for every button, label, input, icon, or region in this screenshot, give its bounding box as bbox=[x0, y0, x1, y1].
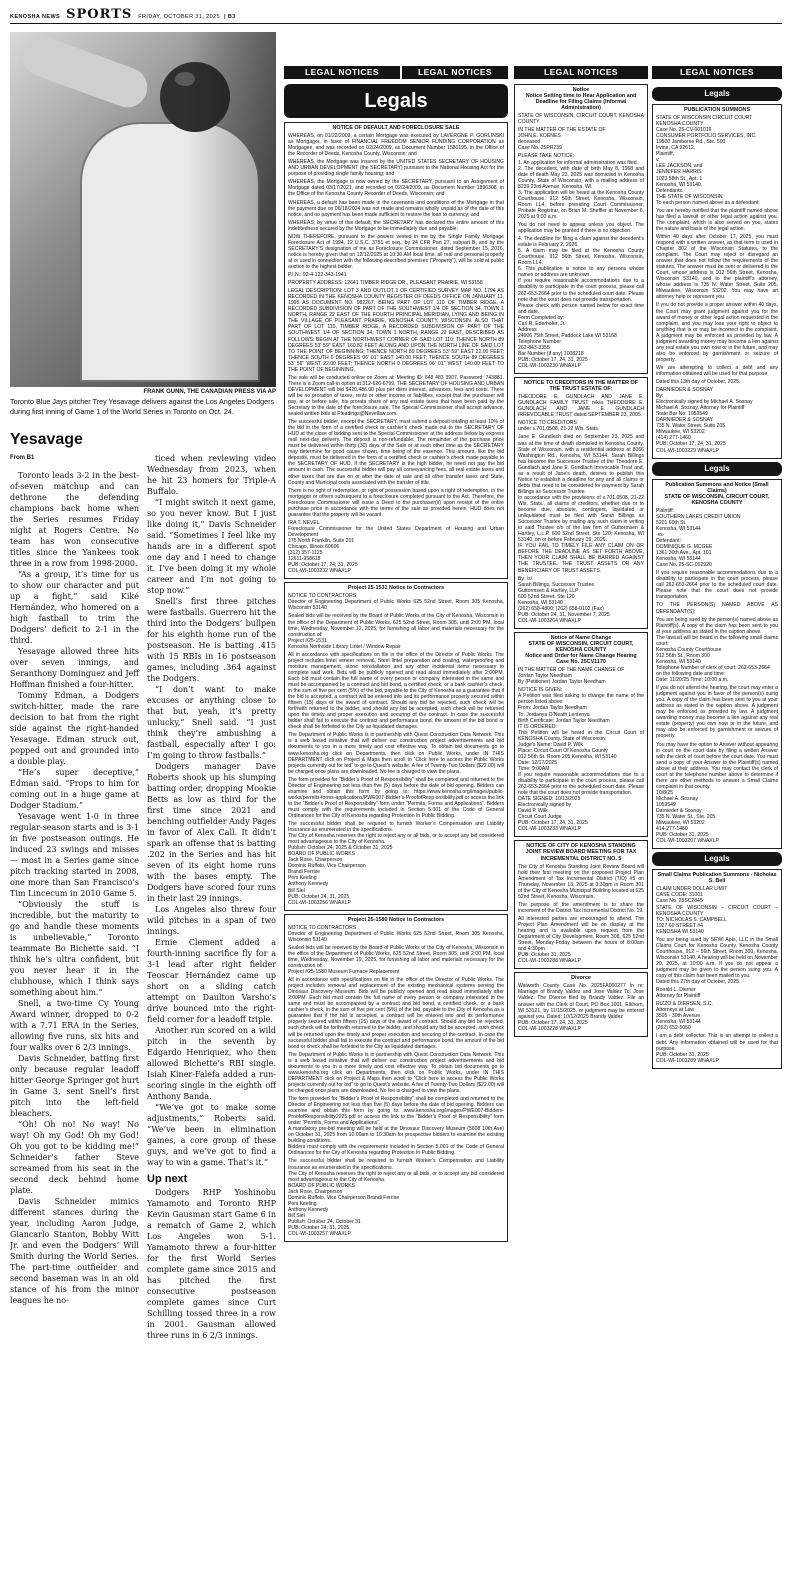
story-jump-line: From B1 bbox=[10, 455, 35, 461]
photo-credit: FRANK GUNN, THE CANADIAN PRESS VIA AP bbox=[143, 389, 276, 395]
photo-caption: Toronto Blue Jays pitcher Trey Yesavage delivers against the Los Angeles Dodgers during first inning of Game 1 of the World Series in Toronto on Oct. 24. bbox=[10, 397, 275, 416]
notice-paragraph: The form provided for “Bidder’s Proof of Responsibility” shall be completed and returned to the Director of Engineering not less than five (5) days before the date of bid opening. Bidders can examine and obtain this form by going to: www.kenosha.org/images/PWE007-Bidders-ProofofResponsibility2025.pdf or access the link to the “Bidder’s Proof of Responsibility” form under “Permits, Forms and Applications”. A mandatory pre-bid meeting will be held at the Dinosaur Discovery Museum (5608 10th Ave) on October 31, 2025 from 10:00am to 10:30am for prospective bidders to examine the existing building conditions. Bidders must comply with the requirements included in Section 5.001 of the Code of General Ordinances for the City of Kenosha regarding Protection In Public Bidding. bbox=[288, 1095, 504, 1157]
notice-paragraph: IN THE MATTER OF THE ESTATE OF JOHN E. KOENES deceased Case No. 25PR239 bbox=[518, 127, 606, 152]
notice-paragraph: Dated this 13th day of October, 2025. bbox=[656, 379, 741, 386]
section-title: SPORTS bbox=[66, 7, 133, 22]
legal-notice bbox=[284, 914, 508, 1242]
paper-name: KENOSHA NEWS bbox=[10, 14, 61, 20]
notice-paragraph: You do not need to appear unless you object. The application may be granted if there is no objection. bbox=[518, 221, 644, 235]
story-paragraph: Davis Schneider, batting first only because regular leadoff hitter George Springer got hurt in Game 3, sent Snell’s first pitch into the left-field bleachers. bbox=[10, 1054, 139, 1118]
legals-banner-main: Legals bbox=[284, 84, 508, 118]
notice-title: NOTICE TO CREDITORS IN THE MATTER OF THE TRUST ESTATE OF: bbox=[523, 380, 639, 393]
notice-paragraph: There is no right of redemption, or right of possession based upon a right of redemption, in the mortgagor or others subsequent to a foreclosure completed pursuant to the Act. Therefore, the Foreclosure Commissioner will issue a Deed to the purchaser(s) upon receipt of the entire purchase price in accordance with the terms of the sale as provided herein. HUD does not guarantee that the property will be vacant. bbox=[288, 487, 504, 518]
notice-paragraph: All interested parties are encouraged to attend. The Project Plan Amendment will be on display at the hearing and is available upon request from the Department of City Development, Room 308, 625 52nd Street, Monday-Friday between the hours of 8:00am and 4:30pm. PUB: October 31, 2025 COL-WI-1003288 WNAXLP bbox=[518, 915, 644, 965]
story-paragraph: ticed when reviewing video Wednesday from 2023, when he hit 23 homers for Triple-A Buffalo. bbox=[147, 454, 276, 496]
notice-paragraph: WHEREAS, on 01/22/2009, a certain Mortgage was executed by LAVERGNE P. GORLINSKI as Mortgagor, in favor of FINANCIAL FREEDOM SENIOR FUNDING CORPORATION as Mortgagee, and was recorded on 02/24/2009, as Document Number 1580195, in the Office of the Recorder of Deeds, Kenosha County, Wisconsin; and bbox=[288, 133, 504, 158]
story-col2-paragraphs bbox=[147, 453, 276, 1168]
notice-paragraph: If you do not provide a proper answer within 40 days, the Court may grant judgment against you for the award of money or other legal action requested in the complaint, and you may lose your right to object to anything that is or may be incorrect in the complaint. A judgment may be enforced as provided by law. A judgment awarding money may become a lien against any real estate you own now or in the future, and may also be enforced by garnishment or seizure of property. bbox=[656, 302, 778, 363]
notice-paragraph: If you require reasonable accommodations due to a disability to participate in the court process, please call 262-653-2664 prior to the scheduled court date. Please note that the court does not provide transportation. bbox=[656, 570, 778, 601]
notice-paragraph: All in accordance with specifications on file in the office of the Director of Public Works. The project includes removal and replacement of the existing mechanical systems serving the Dinosaur Discovery Museum. Bids will be publicly opened and read aloud immediately after 2:00PM. Each bid must contain the full name of every person or company interested in the same and must be accompanied by a contract and bid bond, a certified check, or a bank cashier’s check, in the sum of five per cent (5%) of the bid, payable to the City of Kenosha as a guarantee that if the bid is accepted, a contract will be entered into and its performance properly secured within fifteen (15) days of the award of contract. Should any bid be rejected, such check will be forthwith returned to the bidder, and should any bid be accepted, such check will be returned upon the timely and proper execution and securing of the contract. In case the successful bidder shall fail to execute the contract and performance bond, the amount of the bid bond or check shall be forfeited to the City as liquidated damages. bbox=[288, 977, 504, 1050]
notice-paragraph: Ronald L. Diemer Attorney for Plaintiff bbox=[656, 987, 701, 1000]
notice-paragraph: Walworth County Case No. 2025FA000277 In re: Marriage of Brandy Valdez and Jose Valdez To: Jose Valdez. The Divorce filed by Brandy Valdez. File an answer with the Clerk of Court, PO Box 1001, Elkhorn, WI 53121, by 11/15/2025, or judgment may be entered against you. Dated: 10/12/2025 Brandy Valdez PUB: October 17, 24, 31, 2025 COL-WI-1003228 WNAXLP bbox=[518, 983, 644, 1032]
story-column-2 bbox=[147, 453, 276, 1341]
notice-paragraph: I am a debt collector. This is an attempt to collect a debt. Any information obtained will be used for that purpose. PUB: October 31, 2025 COL-WI-1003289 WNAXLP bbox=[656, 1033, 778, 1064]
notice-title: Project 25-1531 Notice to Contractors bbox=[347, 585, 445, 592]
legal-notice bbox=[652, 104, 782, 459]
story-paragraph: “We’ve got to make some adjustments,” Roberts said. “We’ve been in elimination games, a core group of these guys, and we’ve got to find a way to win a game. That’s it.” bbox=[147, 1103, 276, 1167]
notice-paragraph: You are hereby notified that the plaintiff named above has filed a lawsuit or other legal action against you. The complaint, which is also served on you, states the nature and basis of the legal action. bbox=[656, 207, 778, 232]
notice-paragraph: Within 40 days after October 17, 2025, you must respond with a written answer, as that term is used in Chapter 802 of the Wisconsin Statutes, to the complaint. The Court may reject or disregard an answer that does not follow the requirements of the statutes. The answer must be sent or delivered to the Court, whose address is 912 56th Street, Kenosha, Wisconsin 53140, and to the plaintiff’s attorney, whose address is 735 N. Water Street, Suite 205, Milwaukee, Wisconsin 53202. You may have an attorney help or represent you. bbox=[656, 233, 778, 301]
story-headline: Yesavage bbox=[10, 431, 83, 448]
notice-paragraph: WHEREAS, the Mortgage was insured by the UNITED STATES SECRETARY OF HOUSING AND URBAN DEVELOPMENT (the SECRETARY) pursuant to the National Housing Act for the purpose of providing single family housing; and bbox=[288, 159, 504, 178]
notice-paragraph: NOW THEREFORE, pursuant to the powers vested in me by the Single Family Mortgage Foreclosure Act of 1994, 12 U.S.C. 3751 et seq., by 24 CFR Part 27, subpart B, and by the SECRETARY’S designation of me as Foreclosure Commissioner, dated September 15, 2016, notice is hereby given that on 12/12/2025 at 10:30 AM local time, all real and personal property at or used in connection with the following described premises (“Property”), will be sold at public auction to the highest bidder. bbox=[288, 233, 504, 270]
story-paragraph: “I might switch it next game, so you never know. But I just like doing it,” Davis Schneider said. “Sometimes I feel like my hands are in a different spot one day and I need to change it. I’ve been doing it my whole career and I’m not going to stop now.” bbox=[147, 498, 276, 595]
notice-paragraph: WHEREAS, the Mortgage is now owned by the SECRETARY, pursuant to an Assignment of Mortgage dated 03/17/2021, and recorded on 02/24/2009, as Document Number 1896308, in the Office of the Kenosha County Recorder of Deeds, Wisconsin; and bbox=[288, 179, 504, 198]
notice-paragraph: DARNIEDER & SOSNAY By: Electronically signed by Michael A. Sosnay Michael A. Sosnay, Attorney for Plaintiff State Bar No: 1059549 DARNIEDER & SOSNAY 735 N. Water Street, Suite 205 Milwaukee, WI 53202 (414) 277-1460 PUB: October 17, 24, 31, 2025 COL-WI-1003229 WNAXLP bbox=[656, 387, 753, 454]
notice-paragraph: STATE OF WISCONSIN, CIRCUIT COURT, KENOSHA COUNTY bbox=[518, 113, 644, 126]
notice-paragraph: You are being sued by SEWI Apts, LLC in the Small Claims Court for Kenosha County, Kenosha County Courthouse, 912 – 56th Street, Room 300, Kenosha, Wisconsin 53140. A hearing will be held on November 20, 2025, at 10:00 a.m. If you do not appear a judgment may be given to the person suing you. A copy of this claim has been mailed to you. Dated this 27th day of October, 2025. bbox=[656, 936, 778, 986]
notice-title: Notice of Name Change STATE OF WISCONSIN, CIRCUIT COURT, KENOSHA COUNTY Notice and Order for Name Change Hearing Case No. 25CV1170 bbox=[525, 634, 637, 666]
sports-story-area bbox=[10, 32, 276, 1582]
notice-paragraph: NOTICE TO CONTRACTORS Director of Engineering Department of Public Works 625 52nd Street, Room 305 Kenosha, Wisconsin 53140 bbox=[288, 593, 504, 612]
story-paragraph: Another run scored on a wild pitch in the seventh by Edgardo Henriquez, who then allowed Bichette’s RBI single. Isiah Kiner-Falefa added a run-scoring single in the eighth off Anthony Banda. bbox=[147, 1026, 276, 1101]
story-paragraph: Davis Schneider mimics different stances during the year, including Aaron Judge, Giancarlo Stanton, Bobby Witt Jr. and even the Dodgers’ Will Smith during the World Series. The part-time outfielder and second baseman was in an old stance of his from the minor leagues he no- bbox=[10, 1197, 139, 1305]
col-b-notices bbox=[514, 84, 648, 1037]
notice-paragraph: The Department of Public Works is in partnership with Quest Construction Data Network. This is a web based initiative that will deliver our construction project advertisements and bid documents to you in a more timely and cost effective way. To obtain bid documents go to www.kenosha.org click on Departments, then click on Public Works, under IN THIS DEPARTMENT click on Project & Maps then scroll to “Click here to access the Public Works projects currently out for bid” to go to Quest’s website. A fee of Twenty-Two Dollars ($22.00) will be charged once plans are downloaded. No fee is charged to view the plans. bbox=[288, 732, 504, 775]
notice-paragraph: TO THE PERSON(S) NAMED ABOVE AS DEFENDANT(S): bbox=[656, 602, 778, 615]
legal-notice bbox=[514, 84, 648, 374]
notice-paragraph: You are being sued by the person(s) named above as Plaintiff(s). A copy of the claim has been sent to you at your address as stated in the caption above. The lawsuit will be heard in the following small claims court: Kenosha County Courthouse 912 56th St., Room 300 Kenosha, WI 53140 Telephone Number of clerk of court: 262-653-2664 on the following date and time: Date: 11/20/25 Time: 10:00 a.m. bbox=[656, 616, 778, 684]
notice-title: NOTICE OF DEFAULT AND FORECLOSURE SALE bbox=[332, 125, 460, 131]
issue-date: FRIDAY, OCTOBER 31, 2025 bbox=[138, 14, 221, 20]
notice-paragraph: You may have the option to Answer without appearing in court on the court date by filing a written Answer with the clerk of court before the court date. You must send a copy of your Answer to the Plaintiff(s) named above at their address. You may contact the clerk of court at the telephone number above to determine if there are other methods to answer a Small Claims complaint in that county. 10/8/25 Michael A. Sosnay 1059549 Darnieder & Sosnay 735 N. Water St., Ste. 205 Milwaukee, WI 53202 414-277-1460 PUB: October 31, 2025 COL-WI-1003207 WNAXLP bbox=[656, 741, 778, 845]
notice-paragraph: P.I.N.: 92-4-122-343-1941 bbox=[288, 272, 347, 279]
notice-paragraph: 4. The deadline for filing a claim against the decedent’s estate is February 2, 2026. 5. A claim may be filed at the Kenosha County Courthouse, 912 56th Street, Kenosha, Wisconsin, Room LL4. 6. This publication is notice to any persons whose names or address are unknown. If you require reasonable accommodations due to a disability to participate in the court process, please call 262-653-2664 prior to the scheduled court date. Please note that the court does not provide transportation. Please check with person named below for exact time and date. Form Completed by: Carl R. Ederhofer, Jr. Address 24906 75th Street, Paddock Lake WI 53168 Telephone Number 262-843-3355 Bar Number (if any) 1008218 PUB: October 17, 24, 31, 2025 COL-WI-1003230 WNAXLP bbox=[518, 236, 644, 370]
notice-paragraph: THEODORE E. GUNDLACH AND JANE E. GUNDLACH FAMILY TRUST n/k/a THEODORE E. GUNDLACH AND JANE E. GUNDLACH IRREVOCABLE TRUST dated SEPTEMBER 23, 2005. bbox=[518, 394, 644, 419]
story-paragraph: Dodgers manager Dave Roberts shook up his slumping batting order, dropping Mookie Betts as low as third for the first time since 2021 and benching outfielder Andy Pages in favor of Alex Call. It didn’t spark an offense that is batting .202 in the Series and has hit seven of its eight home runs with the bases empty. The Dodgers have scored four runs in their last 29 innings. bbox=[147, 762, 276, 903]
legal-notice bbox=[514, 972, 648, 1036]
notice-paragraph: The form provided for “Bidder’s Proof of Responsibility” shall be completed and returned to the Director of Engineering not less than five (5) days before the date of bid opening. Bidders can examine and obtain this form by going to: https://www.kenosha.org/images/public-works/permits-forms-applications/PWE007-Bidder’s-ProofofResp onsibility.pdf or access the link to the “Bidder’s Proof of Responsibility” form under “Permits, Forms and Applications”. Bidders must comply with the requirements included in Section 5.001 of the Code of General Ordinances for the City of Kenosha regarding Protection In Public Bidding. bbox=[288, 776, 505, 819]
notice-title: Notice Notice Setting time to Hear Application and Deadline for Filing Claims (Informal Administration) bbox=[525, 87, 637, 112]
notice-paragraph: The Department of Public Works is in partnership with Quest Construction Data Network. This is a web based initiative that will deliver our construction project advertisements and bid documents to you in a more timely and cost effective way. To obtain bid documents go to www.kenosha.org click on Departments, then click on Public Works, under IN THIS DEPARTMENT click on Project & Maps then scroll to “Click here to access the Public Works projects currently out for bid” to go to Quest’s website. A fee of Twenty-Two Dollars ($22.00) will be charged once plans are downloaded. No fee is charged to view the plans. bbox=[288, 1051, 504, 1094]
story-paragraph: Yesavage allowed three hits over seven innings, and Seranthony Dominguez and Jeff Hoffman finished a four-hitter. bbox=[10, 647, 139, 689]
page-number: | B3 bbox=[224, 14, 236, 20]
notice-paragraph: NOTICE TO CONTRACTORS Director of Engineering Department of Public Works 625 52nd Street, Room 305 Kenosha, Wisconsin 53140 bbox=[288, 924, 504, 943]
pitcher-photo bbox=[10, 32, 276, 387]
story-col1-paragraphs bbox=[10, 470, 139, 1306]
notice-paragraph: NOTICE IS GIVEN: A Petition was filed asking to change the name of the person listed above: From: Jordan Taylor Needham To: Jordanya O’Neath Lentenya Birth Certificate: Jordan Taylor Needham IT IS ORDERED: This Petition will be heard in the Circuit Court of KENOSHA County, State of Wisconsin: Judge’s Name: David P. Wilk Place: Circuit Court Of Kenosha County 912 56th St. Room 205 Kenosha, WI 53140 Date: 12/17/2025 Time: 9:00AM If you require reasonable accommodations due to a disability to participate in the court process, please call 262-653-2664 prior to the scheduled court date. Please note that the court does not provide transportation. DATE SIGNED: 10/13/2025 Electronically signed by David P. Wilk Circuit Court Judge PUB: October 17, 24, 31, 2025 COL-WI-1003233 WNAXLP bbox=[518, 687, 644, 833]
story-paragraph: Yesavage went 1-0 in three regular-season starts and is 3-1 in five postseason outings. He induced 23 swings and misses — most in a Series game since pitch tracking started in 2008, one more than San Francisco’s Tim Lincecum in 2010 Game 5. bbox=[10, 812, 139, 898]
story-column-1 bbox=[10, 453, 139, 1341]
masthead bbox=[10, 8, 782, 24]
legals-banner-c1: Legals bbox=[652, 87, 782, 101]
notice-paragraph: All in accordance with specifications on file in the office of the Director of Public Works. The project includes lintel veneer removal, Steel lintel preparation and coating, waterproofing and moisture management, stone reinstallation and any other incidental items necessary to complete said work. Bids will be publicly opened and read aloud immediately after 2:00PM. Each bid must contain the full name of every person or company interested in the same and must be accompanied by a contract and bid bond, a certified check, or a bank cashier’s check, in the sum of five per cent (5%) of the bid, payable to the City of Kenosha as a guarantee that if the bid is accepted, a contract will be entered into and its performance properly secured within fifteen (15) days of the award of contract. Should any bid be rejected, such check will be forthwith returned to the bidder, and should any bid be accepted, such check will be returned upon the timely and proper execution and securing of the contract. In case the successful bidder shall fail to execute the contract and performance bond, the amount of the bid bond or check shall be forfeited to the City as liquidated damages. bbox=[288, 651, 504, 731]
notice-title: Project 25-1580 Notice to Contractors bbox=[347, 916, 445, 923]
story-col2b-paragraphs bbox=[147, 1187, 276, 1341]
legal-notices-header-3: LEGAL NOTICES bbox=[514, 66, 648, 79]
legal-column-c bbox=[652, 84, 782, 1582]
legal-notice bbox=[284, 122, 508, 579]
notice-paragraph: PROPERTY ADDRESS: 12641 TIMBER RIDGE DR., PLEASANT PRAIRIE, WI 53158 bbox=[288, 280, 483, 287]
story-paragraph: Ernie Clement added a fourth-inning sacrifice fly for a 3-1 lead after right fielder Teoscar Hernández came up short on a sliding catch attempt on Daulton Varsho’s drive bounced into the right-field corner for a leadoff triple. bbox=[147, 938, 276, 1024]
legal-notice bbox=[514, 632, 648, 838]
notice-paragraph: Sealed bids will be received by the Board of Public Works of the City of Kenosha, Wisconsin in the office of the Department of Public Works, 625 52nd Street, Room 305, until 2:00 PM, local time, Wednesday, November 19, 2025, for furnishing all labor and materials necessary for the construction of: Project #25-1580 Museum Furnace Replacement bbox=[288, 944, 504, 976]
legal-notice bbox=[284, 582, 508, 910]
notice-title: PUBLICATION SUMMONS bbox=[683, 107, 751, 113]
notice-paragraph: PLEASE TAKE NOTICE: 1. An application for informal administration was filed. 2. The decedent, with date of birth May 8, 1968 and date of death May 23, 2025 was domiciled in Kenosha County, State of Wisconsin, with a mailing address of 8239 23rd Avenue, Kenosha, WI. 3. The application will be heard at the Kenosha County Courthouse, 912 56th Street, Kenosha, Wisconsin, Room LL4, before presiding Court Commissioner, Probate Registrar, on Brian M. Sheffler at November 6, 2025 at 9:00 a.m. bbox=[518, 153, 644, 220]
notice-paragraph: The sale will be conducted online on Zoom at: Meeting ID: 648 483 3907, Password: 743881. There is a Zoom call-in option at 312-626-6799. THE SECRETARY OF HOUSING AND URBAN DEVELOPMENT will bid $420,486.00 plus per diem interest, advances, fees and costs. There will be no proration of taxes, rents or other income or liabilities, except that the purchaser will pay, at or before sale, his prorata share of any real estate taxes that have been paid by the Secretary to the date of the foreclosure sale. The Special Commissioner shall accept advance, sealed written bids at Pleadings@Nevellaw.com. bbox=[288, 374, 504, 418]
story-paragraph: Snell, a two-time Cy Young Award winner, dropped to 0-2 with a 7.71 ERA in the Series, allowing five runs, six hits and four walks over 6 2/3 innings. bbox=[10, 999, 139, 1052]
photo-arm-shape bbox=[17, 32, 153, 113]
legal-notice bbox=[514, 840, 648, 969]
legal-notice bbox=[652, 479, 782, 850]
notice-title: Divorce bbox=[571, 975, 591, 982]
notice-paragraph: The purpose of the amendment is to share the increment of the District Tax Incremental District No. 19. bbox=[518, 901, 644, 914]
legal-notices-header-4: LEGAL NOTICES bbox=[652, 66, 782, 79]
story-paragraph: Dodgers RHP Yoshinobu Yamamoto and Toronto RHP Kevin Gausman start Game 6 in a rematch of Game 2, which Los Angeles won 5-1. Yamamoto threw a four-hitter for the first World Series complete game since 2015 and has pitched the first consecutive postseason complete games since Curt Schilling tossed three in a row in 2001. Gausman allowed three runs in 6 2/3 innings. bbox=[147, 1188, 276, 1340]
story-paragraph: “Obviously the stuff is incredible, but the maturity to go and handle these moments is unbelievable,” Toronto teammate Bo Bichette said. “I think he’s ultra confident, but you never hear it in the clubhouse, which I think says something about him.” bbox=[10, 900, 139, 997]
col-c-notice-2 bbox=[652, 869, 782, 1068]
legal-column-b bbox=[514, 84, 648, 1582]
notice-paragraph: Jane E. Gundlach died on September 23, 2025 and was at the time of death domiciled in Kenosha County, State of Wisconsin, with a residential address at 8066 Washington Rd., Kenosha, WI 53144. Sarah Billings has become the Successor Trustee of the Theodore E. Gundlach and Jane E. Gundlach Irrevocable Trust and, as a result of Jane’s death, desires to publish this Notice to establish a deadline for any and all claims or debts that need to be considered for payment by Sarah Billings as Successor Trustee. In accordance with the provisions of s.701.0508, 21-22 Wis. Stats., all claims of creditors, whether due or to become due, absolute, contingent, liquidated or unliquidated must be filed with Sarah Billings as Successor Trustee by mailing any such claim in writing to said Trustee c/o of the law firm of Guttormsen & Hartley, L.L.P. 600 52nd Street, Ste 120; Kenosha, WI 53140, on or before February 19, 2026. IF YOU FAIL TO TIMELY FILE ANY CLAIM ON OR BEFORE THE DEADLINE AS SET FORTH ABOVE, THEN YOUR CLAIM SHALL BE BARRED AGAINST THE TRUSTEE, THE TRUST ASSETS OR ANY BENEFICIARY OF TRUST ASSETS. bbox=[518, 434, 644, 574]
notice-paragraph: IN THE MATTER OF THE NAME CHANGE OF Jordan Taylor Needham By (Petitioner) Jordan Taylor Needham bbox=[518, 667, 625, 686]
legal-notices-header-2: LEGAL NOTICES bbox=[402, 66, 508, 79]
notice-title: Publication Summons and Notice (Small Claims) STATE OF WISCONSIN, CIRCUIT COURT, KENOSHA COUNTY bbox=[664, 481, 770, 506]
legal-column-a bbox=[284, 84, 508, 1582]
notice-paragraph: WHEREAS, by virtue of this default, the SECRETARY has declared the entire amount of this indebtedness secured by the Mortgage to be immediately due and payable; bbox=[288, 219, 504, 232]
col-c-notice-0 bbox=[652, 104, 782, 459]
notice-paragraph: Sealed bids will be received by the Board of Public Works of the City of Kenosha, Wisconsin in the office of the Department of Public Works, 625 52nd Street, Room 305, until 2:00 PM, local time, Wednesday, November 12, 2025, for furnishing all labor and materials necessary for the construction of: Project #25-1531 Kenosha Northside Library Lintel / Window Repair bbox=[288, 613, 504, 650]
photo-shade bbox=[186, 32, 276, 387]
legal-notices-header-1: LEGAL NOTICES bbox=[284, 66, 400, 79]
legal-notice bbox=[652, 869, 782, 1068]
notice-paragraph: CLAIM UNDER DOLLAR LIMIT CASE CODE: 31001 Case No. 25SC2845 STATE OF WISCONSIN – CIRCUIT COURT – KENOSHA COUNTY TO: NICHOLAS S. CAMPBELL 1927 60 STREET #4 KENOSHA WI 53140 bbox=[656, 886, 778, 935]
story-subhead: Up next bbox=[147, 1173, 188, 1185]
story-paragraph: Toronto leads 3-2 in the best-of-seven matchup and can dethrone the defending champions back home when the Series resumes Friday night at Rogers Centre. No team has won consecutive titles since the Yankees took three in a row from 1998-2000. bbox=[10, 471, 139, 568]
notice-paragraph: By: /s/ Sarah Billings, Successor Trustee Guttormsen & Hartley, LLP 600 52nd Street, Ste 120 Kenosha, WI 53140 (262) 658-4800; (262) 658-0102 (Fax) PUB: October 24, 31, November 7, 2025 COL-WI-1003264 WNAXLP bbox=[518, 575, 610, 624]
story-paragraph: Snell’s first three pitches were fastballs. Guerrero hit the third into the Dodgers’ bullpen for his eighth home run of the postseason. He is batting .415 with 15 RBIs in 16 postseason games, including .364 against the Dodgers. bbox=[147, 597, 276, 683]
col-c-notice-1 bbox=[652, 479, 782, 850]
notice-paragraph: IRA T. NEVEL Foreclosure Commissioner for the United States Department of Housing and Urban Development 175 North Franklin, Suite 201 Chicago, Illinois 60606 (312) 357-1125 12611-958618 PUB: October 17, 24, 31, 2025 COL-WI-1003232 WNAXLP bbox=[288, 519, 504, 575]
story-paragraph: Tommy Edman, a Dodgers switch-hitter, made the rare decision to bat from the right side against the right-handed Yesavage. Edman struck out, popped out and grounded into a double play. bbox=[10, 691, 139, 766]
col-a-notices bbox=[284, 122, 508, 1242]
legals-banner-c3: Legals bbox=[652, 852, 782, 866]
story-paragraph: Los Angeles also threw four wild pitches in a span of two innings. bbox=[147, 905, 276, 936]
notice-title: Small Claims Publication Summons - Nicholas S. Bell bbox=[657, 872, 777, 885]
notice-paragraph: The successful bidder, except the SECRETARY, must submit a deposit totaling at least 10% of the bid in the form of a certified check or cashier’s check made out to the SECRETARY OF HUD at the close of bidding sent to the Special Commissioner at the address below by express mail next-day delivery. The deposit is non-refundable. The remainder of the purchase price must be delivered within thirty (30) days of the Sale or at such other time as the SECRETARY may determine for good cause shown, time being of the essence. This amount, like the bid deposits, must be delivered in the form of a certified check or cashier’s check made payable to the SECRETARY OF HUD. If the SECRETARY is the high bidder, he need not pay the bid amount in cash. The successful bidder will pay all conveyancing fees, all real estate taxes and other taxes that are due on or after the date of sale and all other transfer taxes and State, County and Municipal costs associated with the transfer of title. bbox=[288, 419, 504, 486]
notice-paragraph: The successful bidder shall be required to furnish Worker’s Compensation and Liability Insurance as enumerated in the specifications. The City of Kenosha reserves the right to reject any or all bids, or to accept any bid considered most advantageous to the City of Kenosha. BOARD OF PUBLIC WORKS Jack Rose, Chairperson Dominic Ruffolo, Vice Chairperson Brandi Ferrise Peni Keeling Anthony Kennedy Bill Siel Publish: October 24, October 31 PUB: October 24, 31, 2025 COL-WI-1003257 WNAXLP bbox=[288, 1158, 504, 1238]
story-paragraph: “As a group, it’s time for us to show our character and put up a fight,” said Kiké Hernández, who homered on a high fastball to trim the Dodgers’ deficit to 2-1 in the third. bbox=[10, 570, 139, 645]
notice-paragraph: The City of Kenosha Standing Joint Review Board will hold their first meeting on the proposed Project Plan Amendment of Tax Incremental District (TID) #5 on Thursday, November 13, 2025 at 3:30pm in Room 301 of the City of Kenosha Municipal Building located at 625 52nd Street, Kenosha, Wisconsin. bbox=[518, 863, 645, 900]
story-paragraph: “He’s super deceptive,” Edman said. “Props to him for coming out in a huge game at Dodger Stadium.” bbox=[10, 768, 139, 810]
notice-paragraph: STATE OF WISCONSIN CIRCUIT COURT KENOSHA COUNTY Case No. 25-CV-001016 CONSUMER PORTFOLIO SERVICES, INC. 19500 Jamboree Rd., Ste. 500 Irvine, CA 92612, Plaintiff, v. LEE JACKSON, and JENNIFER HARRIS 1023 58th St., Apt. 1 Kenosha, WI 53140, Defendants. THE STATE OF WISCONSIN To each person named above as a defendant: bbox=[656, 115, 760, 206]
notice-paragraph: RIZZO & DIERSEN, S.C. Attorneys at Law 3505 - 30th Avenue Kenosha, WI 53144 (262) 652-5050 bbox=[656, 1001, 713, 1032]
notice-paragraph: We are attempting to collect a debt and any information obtained will be used for that purpose. bbox=[656, 364, 778, 377]
notice-paragraph: Plaintiff: SOUTHERN LAKES CREDIT UNION 5201 60th St. Kenosha, WI 53144 -vs- Defendant: DOMINIQUE G. MCGEE 1361 30th Ave., Apt. 101 Kenosha, WI 53144 Case No. 25-SC-002920 bbox=[656, 507, 741, 569]
notice-paragraph: LEGAL DESCRIPTION: LOT 3 AND OUTLOT 1 OF CERTIFIED SURVEY MAP NO. 1794 AS RECORDED IN THE KENOSHA COUNTY REGISTER OF DEEDS OFFICE ON JANUARY 11, 1995 AS DOCUMENT NO. 982267, BEING PART OF LOT 110 OF TIMBER RIDGE, A RECORDED SUBDIVISION OF PART OF THE SOUTHWEST 1/4 OF SECTION 34, TOWN 1 NORTH, RANGE 22 EAST OF THE FOURTH PRINCIPAL MERIDIAN, LYING AND BEING IN THE VILLAGE OF PLEASANT PRAIRIE, KENOSHA COUNTY, WISCONSIN. ALSO THAT PART OF LOT 110, TIMBER RIDGE, A RECORDED SUBDIVISION OF PART OF THE SOUTHWEST 1/4 OF SECTION 34, TOWN 1 NORTH, RANGE 22 EAST, DESCRIBED AS FOLLOWS: BEGIN AT THE NORTHWEST CORNER OF SAID LOT 110; THENCE NORTH 89 DEGREES 53' 59" EAST 160.82 FEET ALONG AND UPON THE NORTH LINE OF SAID LOT TO THE POINT OF BEGINNING; THENCE NORTH 89 DEGREES 53' 59" EAST 22.00 FEET; THENCE SOUTH 0 DEGREES 06' 01" EAST 140.00 FEET; THENCE SOUTH 89 DEGREES 53' 59" WEST 22.00 FEET; THENCE NORTH 0 DEGREES 06' 01" WEST 140.00 FEET TO THE POINT OF BEGINNING. bbox=[288, 288, 504, 373]
story-paragraph: “I don’t want to make excuses or anything close to that but, yeah, it’s pretty unlucky,” Snell said. “I just think they’re ambushing a fastball, especially after I go: I’m going to throw fastballs.” bbox=[147, 685, 276, 760]
legals-banner-c2: Legals bbox=[652, 462, 782, 476]
notice-paragraph: The successful bidder shall be required to furnish Worker’s Compensation and Liability Insurance as enumerated in the specifications. The City of Kenosha reserves the right to reject any or all bids, or to accept any bid considered most advantageous to the City of Kenosha. Publish: October 24, 2025 & October 31, 2025 BOARD OF PUBLIC WORKS Jack Rose, Chairperson Dominic Ruffolo, Vice Chairperson Brandi Ferrise Peni Keeling Anthony Kennedy Bill Siel PUB: October 24, 31, 2025 COL-WI-1003256 WNAXLP bbox=[288, 821, 504, 906]
notice-title: NOTICE OF CITY OF KENOSHA STANDING JOINT REVIEW BOARD MEETING FOR TAX INCREMENTAL DISTRICT NO. 5 bbox=[525, 843, 637, 862]
story-paragraph: “Oh! Oh no! No way! No way! Oh my God! Oh my God! Oh you got to be kidding me!” Schneider’s father Steve screamed from his seat in the second deck behind home plate. bbox=[10, 1120, 139, 1195]
story-body bbox=[10, 453, 276, 1341]
notice-paragraph: NOTICE TO CREDITORS under s.701.0508, 21-22 Wis. Stats. bbox=[518, 420, 600, 433]
notice-paragraph: If you do not attend the hearing, the court may enter a judgment against you in favor of the person(s) suing you. A copy of the claim has been sent to you at your address as stated in the caption above. A judgment may be enforced as provided by law. A judgment awarding money may become a lien against any real estate (property) you own now or in the future, and may also be enforced by garnishment or seizure of property. bbox=[656, 685, 778, 740]
notice-paragraph: WHEREAS, a default has been made in the covenants and conditions of the Mortgage in that the payment due on 06/18/2024 was not made and remains wholly unpaid as of the date of this notice, and no payment has been made sufficient to restore the loan to currency; and bbox=[288, 199, 504, 218]
legal-notice bbox=[514, 377, 648, 629]
